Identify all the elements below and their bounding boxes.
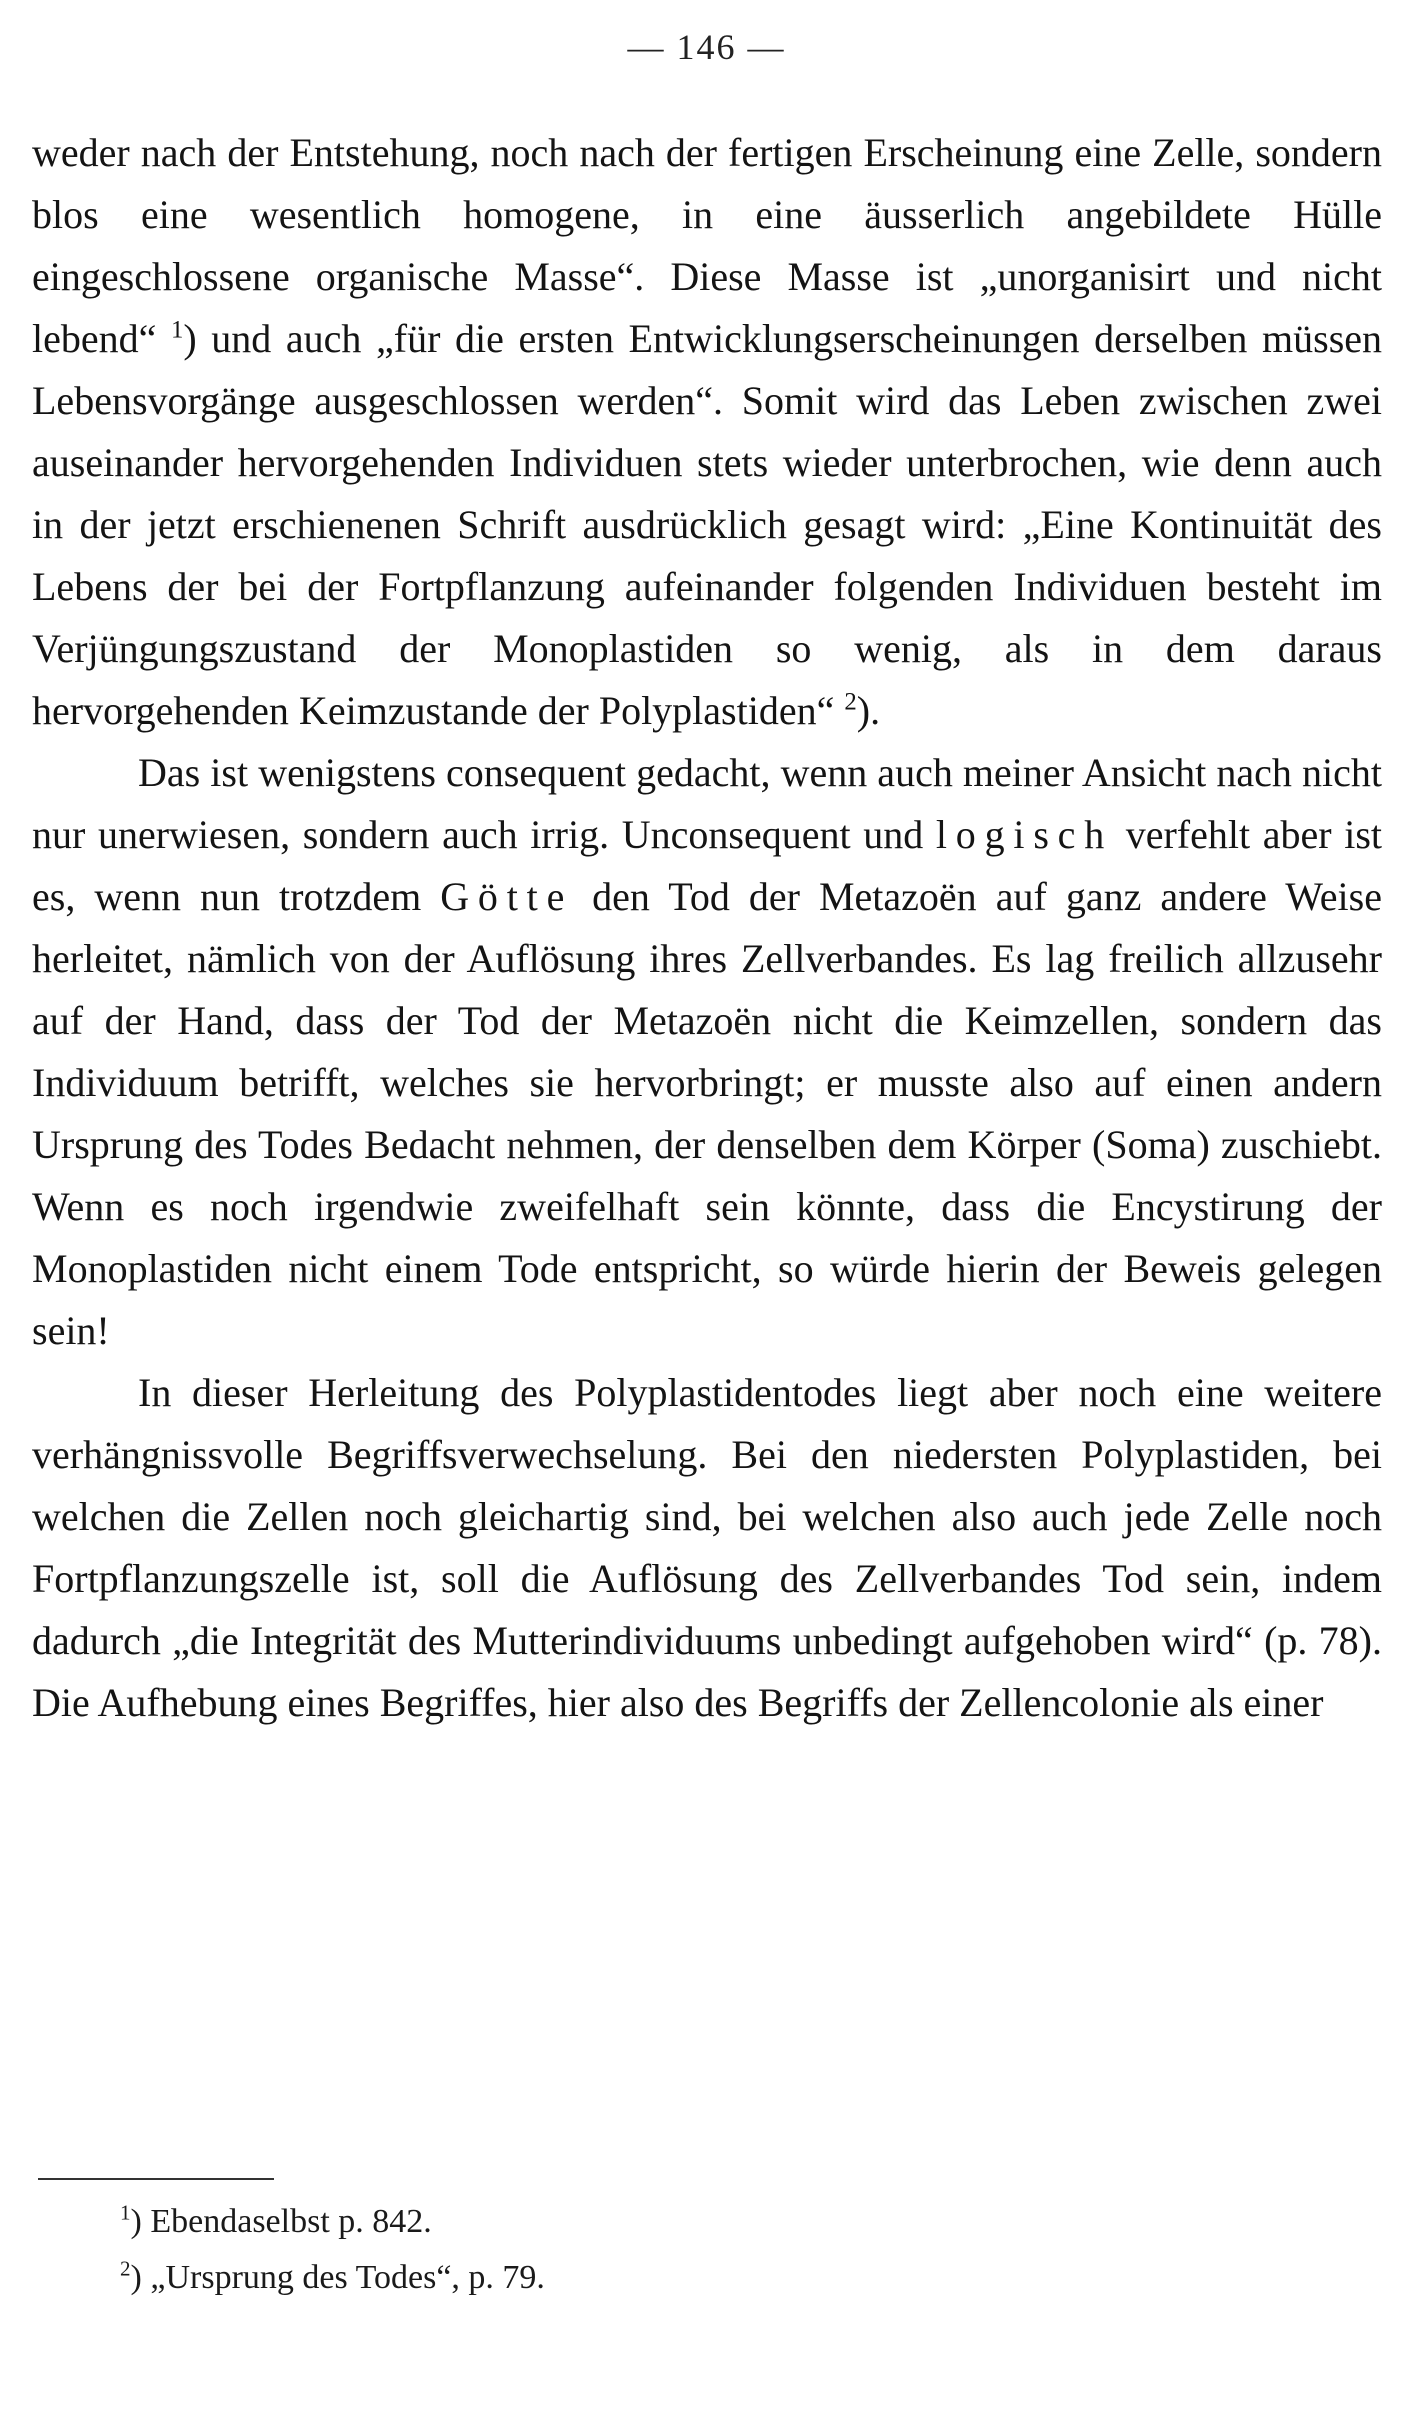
footnote (120, 2194, 545, 2250)
text-segment: In dieser Herleitung des Polyplastidentodes liegt aber noch eine weitere verhängnissvolle Begriffsverwechselung. Bei den niedersten Polyplastiden, bei welchen die Zellen noch gleichartig sind, bei welchen also auch jede Zelle noch Fortpflanzungszelle ist, soll die Auflösung des Zellverbandes Tod sein, indem dadurch „die Integrität des Mutterindividuums unbedingt aufgehoben wird“ (p. 78). Die Aufhebung eines Begriffes, hier also des Begriffs der Zellencolonie als einer (32, 1370, 1382, 1725)
page-number: — 146 — (627, 27, 786, 67)
footnote-mark: 1 (120, 2200, 131, 2225)
text-segment: weder nach der Entstehung, noch nach der fertigen Erscheinung eine Zelle, sondern blos eine wesentlich homogene, in eine äusserlich angebildete Hülle eingeschlossene organische Masse“. Diese Masse ist „unorganisirt und nicht lebend“ (32, 130, 1382, 361)
footnote-reference: 2 (844, 688, 857, 716)
footnote (120, 2250, 545, 2306)
body-text (32, 122, 1382, 1734)
footnote-text: ) Ebendaselbst p. 842. (130, 2203, 432, 2240)
footnote-reference: 1 (170, 316, 184, 344)
footnote-divider (38, 2178, 274, 2180)
paragraph (32, 122, 1382, 742)
text-segment: verfehlt aber ist es, wenn nun trotzdem (32, 812, 1383, 919)
text-segment: den Tod der Metazoën auf ganz andere Weise herleitet, nämlich von der Auflösung ihres Zellverbandes. Es lag freilich allzusehr auf der Hand, dass der Tod der Metazoën nicht die Keimzellen, sondern das Individuum betrifft, welches sie hervorbringt; er musste also auf einen andern Ursprung des Todes Bedacht nehmen, der denselben dem Körper (Soma) zuschiebt. Wenn es noch irgendwie zweifelhaft sein könnte, dass die Encystirung der Monoplastiden nicht einem Tode entspricht, so würde hierin der Beweis gelegen sein! (32, 874, 1382, 1353)
text-segment: ). (856, 688, 881, 733)
emphasized-text: Götte (440, 874, 574, 919)
footnote-mark: 2 (120, 2256, 131, 2281)
footnotes (120, 2194, 545, 2306)
paragraph (32, 1362, 1382, 1734)
text-segment: ) und auch „für die ersten Entwicklungserscheinungen derselben müssen Lebensvorgänge ausgeschlossen werden“. Somit wird das Leben zwischen zwei auseinander hervorgehenden Individuen stets wieder unterbrochen, wie denn auch in der jetzt erschienenen Schrift ausdrücklich gesagt wird: „Eine Kontinuität des Lebens der bei der Fortpflanzung aufeinander folgenden Individuen besteht im Verjüngungszustand der Monoplastiden so wenig, als in dem daraus hervorgehenden Keimzustande der Polyplastiden“ (32, 316, 1383, 733)
emphasized-text: logisch (935, 812, 1114, 857)
paragraph (32, 742, 1382, 1362)
footnote-text: ) „Ursprung des Todes“, p. 79. (130, 2259, 545, 2296)
text-segment: Das ist wenigstens consequent gedacht, wenn auch meiner Ansicht nach nicht nur unerwiesen, sondern auch irrig. Unconsequent und (32, 750, 1382, 857)
